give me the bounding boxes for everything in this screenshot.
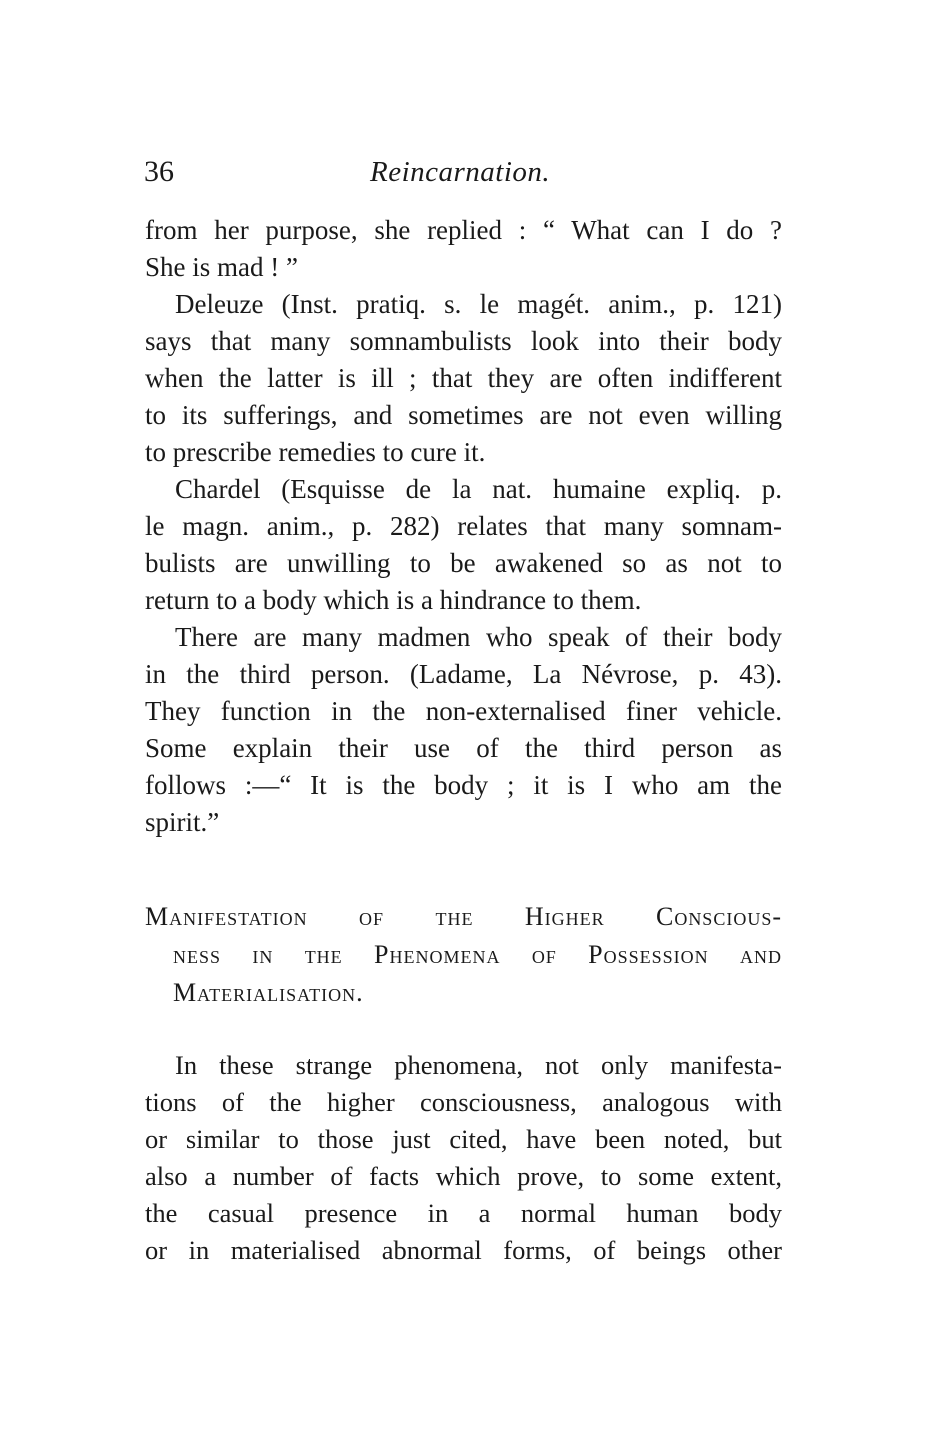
text-line: when the latter is ill ; that they are often indifferent xyxy=(145,363,782,393)
text-line: tions of the higher consciousness, analogous with xyxy=(145,1087,782,1117)
text-line: to prescribe remedies to cure it. xyxy=(145,437,486,467)
text-line: spirit.” xyxy=(145,807,220,837)
text-line: return to a body which is a hindrance to them. xyxy=(145,585,642,615)
heading-line: ness in the Phenomena of Possession and xyxy=(173,940,782,969)
text-line: They function in the non-externalised finer vehicle. xyxy=(145,696,782,726)
text-line: Some explain their use of the third person as xyxy=(145,733,782,763)
text-line: also a number of facts which prove, to some extent, xyxy=(145,1161,782,1191)
heading-line: Manifestation of the Higher Conscious- xyxy=(145,902,782,931)
text-line: to its sufferings, and sometimes are not even willing xyxy=(145,400,782,430)
text-line: in the third person. (Ladame, La Névrose, p. 43). xyxy=(145,659,782,689)
text-line: She is mad ! ” xyxy=(145,252,298,282)
text-line: There are many madmen who speak of their body xyxy=(175,622,782,652)
running-title: Reincarnation. xyxy=(370,156,551,188)
text-line: from her purpose, she replied : “ What can I do ? xyxy=(145,215,782,245)
text-line: bulists are unwilling to be awakened so as not to xyxy=(145,548,782,578)
text-line: says that many somnambulists look into their body xyxy=(145,326,782,356)
text-line: the casual presence in a normal human body xyxy=(145,1198,782,1228)
heading-line: Materialisation. xyxy=(173,978,364,1007)
text-line: Chardel (Esquisse de la nat. humaine expliq. p. xyxy=(175,474,782,504)
page-number: 36 xyxy=(144,155,174,188)
text-line: or in materialised abnormal forms, of beings other xyxy=(145,1235,782,1265)
text-line: or similar to those just cited, have been noted, but xyxy=(145,1124,782,1154)
text-line: In these strange phenomena, not only manifesta- xyxy=(175,1050,782,1080)
text-line: le magn. anim., p. 282) relates that many somnam- xyxy=(145,511,782,541)
text-line: follows :—“ It is the body ; it is I who am the xyxy=(145,770,782,800)
text-line: Deleuze (Inst. pratiq. s. le magét. anim., p. 121) xyxy=(175,289,782,319)
